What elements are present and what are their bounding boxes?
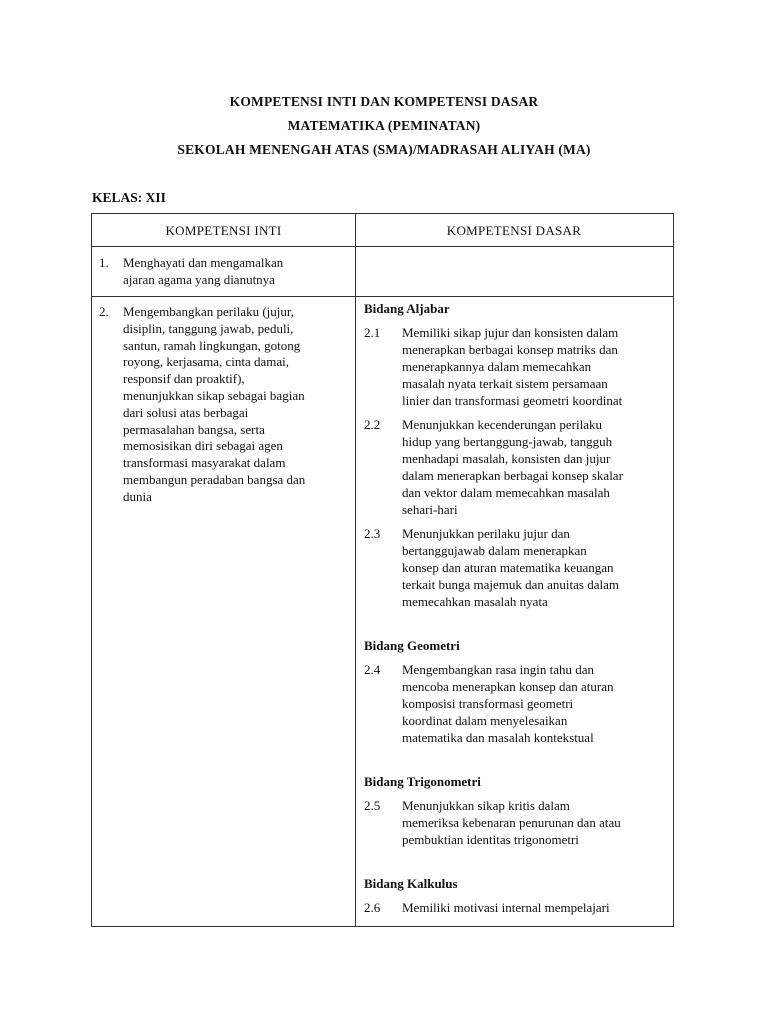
section-gap	[364, 855, 670, 875]
kd-item-2-1	[364, 324, 670, 409]
kd-line: pembuktian identitas trigonometri	[402, 832, 579, 847]
row-1-divider	[92, 296, 673, 297]
header-row-divider	[92, 246, 673, 247]
bidang-aljabar-heading: Bidang Aljabar	[364, 301, 450, 316]
kd-line: terkait bunga majemuk dan anuitas dalam	[402, 577, 619, 592]
kd-line: Mengembangkan rasa ingin tahu dan	[402, 662, 595, 677]
column-header-kompetensi-inti: KOMPETENSI INTI	[165, 223, 282, 238]
ki-line: Mengembangkan perilaku (jujur,	[123, 304, 294, 319]
kd-number: 2.6	[364, 900, 381, 915]
ki-line: dari solusi atas berbagai	[123, 404, 249, 420]
kd-line: memeriksa kebenaran penurunan dan atau	[402, 815, 621, 830]
kd-line: Menunjukkan kecenderungan perilaku	[402, 417, 602, 432]
kd-line: Menunjukkan sikap kritis dalam	[402, 798, 570, 813]
document-title-line-2: MATEMATIKA (PEMINATAN)	[287, 118, 481, 133]
section-gap	[364, 753, 670, 773]
bidang-kalkulus-heading: Bidang Kalkulus	[364, 876, 458, 891]
ki-line: transformasi masyarakat dalam	[123, 455, 286, 471]
kd-line: Memiliki motivasi internal mempelajari	[402, 900, 610, 915]
ki-line: responsif dan proaktif),	[123, 371, 245, 387]
kd-line: hidup yang bertanggung-jawab, tangguh	[402, 434, 613, 449]
kd-line: sehari-hari	[402, 502, 458, 517]
ki-line: menunjukkan sikap sebagai bagian	[123, 387, 305, 403]
kd-number: 2.1	[364, 325, 381, 340]
ki-line: santun, ramah lingkungan, gotong	[123, 337, 301, 353]
ki-line: royong, kerjasama, cinta damai,	[123, 354, 290, 370]
ki-line: membangun peradaban bangsa dan	[123, 471, 306, 487]
section-gap	[364, 617, 670, 637]
kd-line: Menunjukkan perilaku jujur dan	[402, 526, 570, 541]
ki-line: ajaran agama yang dianutnya	[123, 271, 275, 287]
ki-number: 2.	[99, 304, 109, 319]
competency-table	[91, 213, 674, 927]
column-divider	[355, 214, 356, 926]
kd-line: mencoba menerapkan konsep dan aturan	[402, 679, 614, 694]
ki-line: memosisikan diri sebagai agen	[123, 438, 283, 454]
ki-text	[123, 304, 349, 506]
kd-item-2-2	[364, 416, 670, 518]
bidang-trigonometri-heading: Bidang Trigonometri	[364, 774, 481, 789]
kd-item-2-6	[364, 899, 670, 916]
kd-line: linier dan transformasi geometri koordinat	[402, 393, 623, 408]
kd-number: 2.4	[364, 662, 381, 677]
ki-number: 1.	[99, 255, 109, 270]
kd-line: konsep dan aturan matematika keuangan	[402, 560, 614, 575]
document-title-line-3: SEKOLAH MENENGAH ATAS (SMA)/MADRASAH ALIYAH (MA)	[177, 142, 591, 157]
kd-item-2-3	[364, 525, 670, 610]
kd-line: menerapkannya dalam memecahkan	[402, 359, 592, 374]
kd-item-2-5	[364, 797, 670, 848]
kd-line: menhadapi masalah, konsisten dan jujur	[402, 451, 611, 466]
kd-number: 2.5	[364, 798, 381, 813]
kd-line: masalah nyata terkait sistem persamaan	[402, 376, 608, 391]
kompetensi-dasar-column	[364, 300, 670, 923]
ki-line: disiplin, tanggung jawab, peduli,	[123, 320, 294, 336]
ki-item-2	[99, 304, 349, 506]
ki-line: dunia	[123, 488, 152, 504]
ki-line: permasalahan bangsa, serta	[123, 421, 265, 437]
document-title-line-1: KOMPETENSI INTI DAN KOMPETENSI DASAR	[229, 94, 539, 109]
kd-line: Memiliki sikap jujur dan konsisten dalam	[402, 325, 619, 340]
kd-line: koordinat dalam menyelesaikan	[402, 713, 568, 728]
kd-line: komposisi transformasi geometri	[402, 696, 574, 711]
kd-line: menerapkan berbagai konsep matriks dan	[402, 342, 618, 357]
ki-item-1	[99, 255, 349, 289]
kd-line: memecahkan masalah nyata	[402, 594, 548, 609]
kd-number: 2.3	[364, 526, 381, 541]
ki-line: Menghayati dan mengamalkan	[123, 255, 284, 270]
bidang-geometri-heading: Bidang Geometri	[364, 638, 460, 653]
kelas-label: KELAS: XII	[92, 190, 166, 205]
kd-item-2-4	[364, 661, 670, 746]
kd-line: dan vektor dalam memecahkan masalah	[402, 485, 610, 500]
kd-line: matematika dan masalah kontekstual	[402, 730, 594, 745]
ki-text	[123, 255, 349, 289]
kd-number: 2.2	[364, 417, 381, 432]
kd-line: dalam menerapkan berbagai konsep skalar	[402, 468, 623, 483]
column-header-kompetensi-dasar: KOMPETENSI DASAR	[446, 223, 582, 238]
kd-line: bertanggujawab dalam menerapkan	[402, 543, 587, 558]
